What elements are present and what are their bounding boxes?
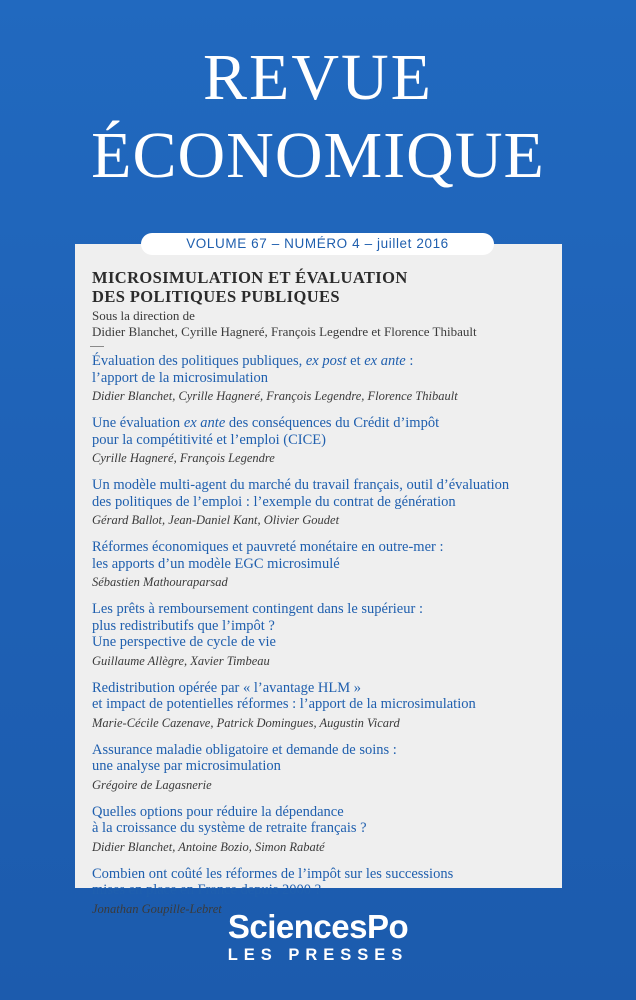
- article-entry: [92, 804, 552, 855]
- article-entry: [92, 353, 552, 404]
- article-entry: [92, 601, 552, 669]
- article-title: Une évaluation ex ante des conséquences du Crédit d’impôt pour la compétitivité et l’emploi (CICE): [92, 415, 440, 448]
- article-title: Les prêts à remboursement contingent dans le supérieur : plus redistributifs que l’impôt ? Une perspective de cycle de vie: [92, 601, 423, 650]
- article-title: Réformes économiques et pauvreté monétaire en outre-mer : les apports d’un modèle EGC microsimulé: [92, 539, 444, 572]
- article-authors: Grégoire de Lagasnerie: [92, 777, 212, 792]
- article-authors: Didier Blanchet, Antoine Bozio, Simon Rabaté: [92, 839, 325, 854]
- article-list: [92, 353, 552, 917]
- article-authors: Sébastien Mathouraparsad: [92, 575, 228, 589]
- publisher-sub: LES PRESSES: [227, 946, 409, 964]
- article-title: Un modèle multi-agent du marché du travail français, outil d’évaluation des politiques de l’emploi : l’exemple du contrat de génération: [92, 477, 510, 510]
- article-title: Quelles options pour réduire la dépendance à la croissance du système de retraite français ?: [92, 803, 367, 836]
- article-authors: Didier Blanchet, Cyrille Hagneré, François Legendre, Florence Thibault: [92, 389, 458, 403]
- article-authors: Cyrille Hagneré, François Legendre: [92, 451, 275, 465]
- article-authors: Guillaume Allègre, Xavier Timbeau: [92, 653, 270, 668]
- journal-title-line1: REVUE: [203, 41, 433, 114]
- article-title: Combien ont coûté les réformes de l’impôt sur les successions mises en place en France depuis 2000 ?: [92, 865, 454, 898]
- article-title: Évaluation des politiques publiques, ex post et ex ante : l’apport de la microsimulation: [92, 353, 414, 386]
- article-title: Assurance maladie obligatoire et demande de soins : une analyse par microsimulation: [92, 741, 397, 774]
- journal-title-line2: ÉCONOMIQUE: [91, 119, 545, 192]
- article-entry: [92, 539, 552, 590]
- article-entry: [92, 680, 552, 731]
- volume-issue-label: VOLUME 67 – NUMÉRO 4 – juillet 2016: [141, 233, 494, 255]
- publisher-logo: SciencesPo: [227, 908, 409, 945]
- divider: [90, 346, 104, 347]
- article-authors: Jonathan Goupille-Lebret: [92, 901, 222, 916]
- dossier-title: MICROSIMULATION ET ÉVALUATION DES POLITIQUES PUBLIQUES: [92, 268, 408, 306]
- article-authors: Marie-Cécile Cazenave, Patrick Domingues, Augustin Vicard: [92, 715, 400, 730]
- article-authors: Gérard Ballot, Jean-Daniel Kant, Olivier Goudet: [92, 513, 340, 527]
- article-entry: [92, 415, 552, 466]
- article-title: Redistribution opérée par « l’avantage HLM » et impact de potentielles réformes : l’apport de la microsimulation: [92, 679, 476, 712]
- article-entry: [92, 742, 552, 793]
- article-entry: [92, 477, 552, 528]
- table-of-contents: [92, 268, 552, 928]
- dossier-direction: Sous la direction de Didier Blanchet, Cyrille Hagneré, François Legendre et Florence Thibault: [92, 308, 477, 339]
